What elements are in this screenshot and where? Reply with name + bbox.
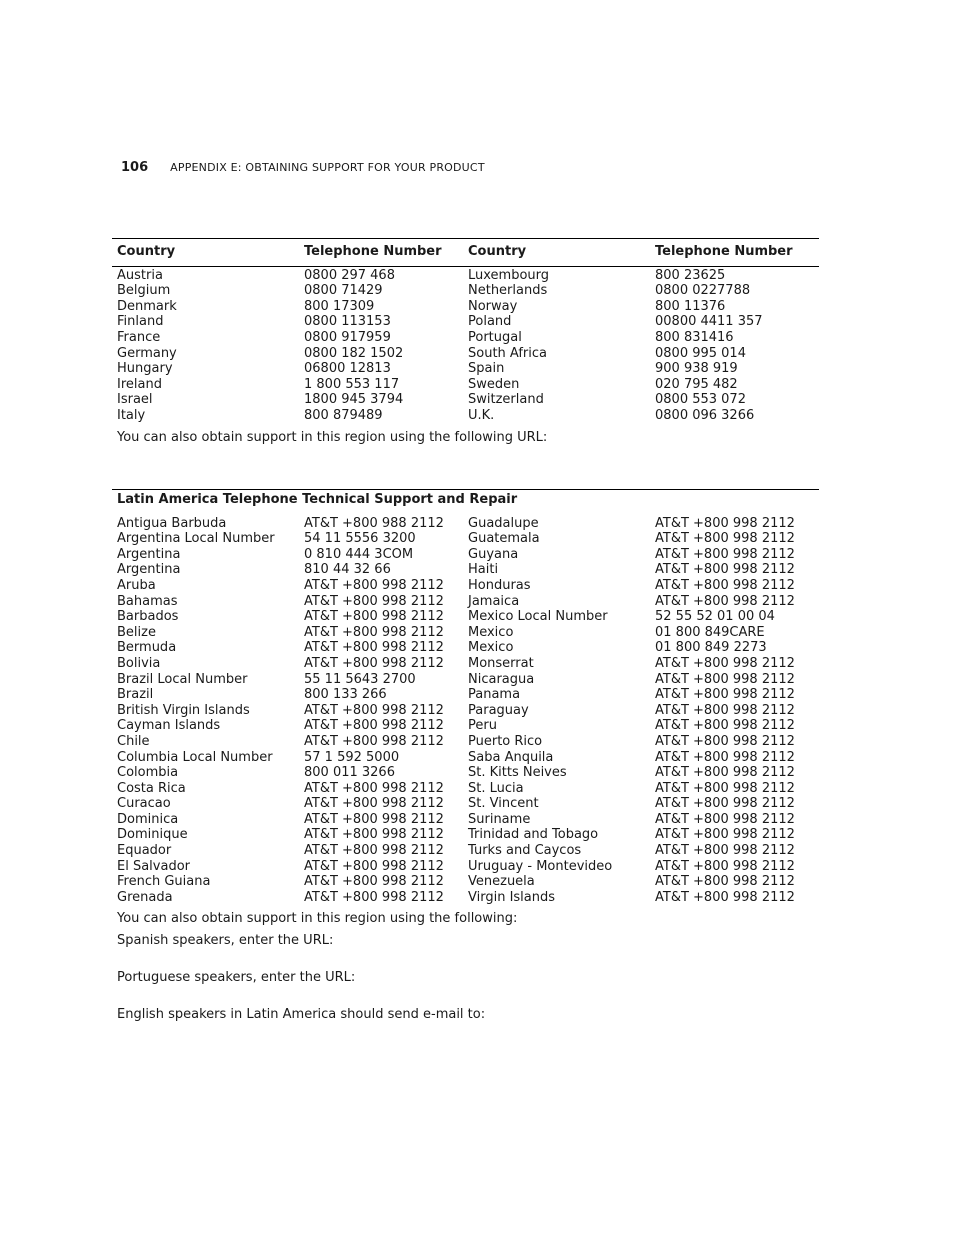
country-cell: Nicaragua [468, 671, 535, 687]
telephone-number-cell: 0800 917959 [304, 329, 391, 345]
telephone-number-cell: AT&T +800 998 2112 [655, 687, 795, 703]
telephone-number-cell: 800 133 266 [304, 687, 387, 703]
latam-table-body [112, 516, 819, 906]
telephone-number-cell: 57 1 592 5000 [304, 749, 400, 765]
table-row [112, 361, 819, 377]
telephone-number-cell: 0800 553 072 [655, 392, 746, 408]
country-cell: Italy [117, 407, 146, 423]
telephone-number-cell: 0800 995 014 [655, 345, 746, 361]
table-row [112, 299, 819, 315]
country-cell: Guatemala [468, 531, 540, 547]
table-row [112, 750, 819, 766]
telephone-number-cell: AT&T +800 998 2112 [655, 718, 795, 734]
table-row [112, 890, 819, 906]
telephone-number-cell: AT&T +800 998 2112 [304, 640, 444, 656]
telephone-number-cell: AT&T +800 998 2112 [655, 749, 795, 765]
country-cell: Poland [468, 314, 512, 330]
country-cell: Denmark [117, 298, 177, 314]
telephone-number-cell: AT&T +800 998 2112 [304, 843, 444, 859]
country-cell: Luxembourg [468, 267, 550, 283]
running-title: APPENDIX E: OBTAINING SUPPORT FOR YOUR PRODUCT [170, 161, 485, 174]
column-header: Country [463, 239, 650, 267]
country-cell: Switzerland [468, 392, 544, 408]
telephone-number-cell: AT&T +800 998 2112 [655, 780, 795, 796]
table-row [112, 812, 819, 828]
telephone-number-cell: AT&T +800 998 2112 [655, 562, 795, 578]
telephone-number-cell: AT&T +800 998 2112 [655, 515, 795, 531]
table-header-row [112, 490, 819, 516]
country-cell: Columbia Local Number [117, 749, 273, 765]
country-cell: Sweden [468, 376, 520, 392]
table-header-row [112, 239, 819, 267]
telephone-number-cell: 800 011 3266 [304, 765, 395, 781]
country-cell: U.K. [468, 407, 495, 423]
country-cell: Belgium [117, 283, 171, 299]
country-cell: Equador [117, 843, 172, 859]
country-cell: Finland [117, 314, 164, 330]
telephone-number-cell: AT&T +800 998 2112 [655, 733, 795, 749]
telephone-number-cell: 0800 113153 [304, 314, 391, 330]
telephone-number-cell: AT&T +800 998 2112 [304, 733, 444, 749]
telephone-number-cell: AT&T +800 998 2112 [655, 796, 795, 812]
telephone-number-cell: 800 879489 [304, 407, 383, 423]
country-cell: Curacao [117, 796, 171, 812]
telephone-number-cell: AT&T +800 998 2112 [304, 796, 444, 812]
table-row [112, 594, 819, 610]
telephone-number-cell: AT&T +800 998 2112 [304, 858, 444, 874]
country-cell: Costa Rica [117, 780, 186, 796]
column-header: Country [112, 239, 299, 267]
telephone-number-cell: 020 795 482 [655, 376, 738, 392]
table-row [112, 516, 819, 532]
telephone-number-cell: AT&T +800 998 2112 [655, 874, 795, 890]
country-cell: Mexico [468, 624, 514, 640]
country-cell: Germany [117, 345, 177, 361]
country-cell: Chile [117, 733, 150, 749]
table-row [112, 578, 819, 594]
country-cell: Dominique [117, 827, 188, 843]
table-row [112, 377, 819, 393]
telephone-number-cell: AT&T +800 998 2112 [655, 765, 795, 781]
country-cell: France [117, 329, 161, 345]
country-cell: El Salvador [117, 858, 190, 874]
telephone-number-cell: 0800 297 468 [304, 267, 395, 283]
telephone-number-cell: AT&T +800 998 2112 [304, 577, 444, 593]
country-cell: British Virgin Islands [117, 702, 250, 718]
table-row [112, 547, 819, 563]
table-row [112, 781, 819, 797]
europe-support-table [112, 238, 819, 424]
telephone-number-cell: AT&T +800 998 2112 [655, 858, 795, 874]
country-cell: Peru [468, 718, 497, 734]
country-cell: French Guiana [117, 874, 211, 890]
table-row [112, 330, 819, 346]
country-cell: Honduras [468, 577, 531, 593]
country-cell: Guadalupe [468, 515, 539, 531]
table-row [112, 562, 819, 578]
country-cell: Argentina Local Number [117, 531, 275, 547]
telephone-number-cell: 0 810 444 3COM [304, 546, 414, 562]
page-number: 106 [121, 160, 149, 175]
table-row [112, 843, 819, 859]
telephone-number-cell: 900 938 919 [655, 361, 738, 377]
spanish-speakers-note: Spanish speakers, enter the URL: [117, 933, 334, 948]
table-row [112, 687, 819, 703]
telephone-number-cell: AT&T +800 998 2112 [655, 671, 795, 687]
country-cell: Barbados [117, 609, 179, 625]
telephone-number-cell: 0800 182 1502 [304, 345, 404, 361]
telephone-number-cell: 06800 12813 [304, 361, 391, 377]
country-cell: Paraguay [468, 702, 529, 718]
telephone-number-cell: AT&T +800 998 2112 [655, 655, 795, 671]
telephone-number-cell: 0800 0227788 [655, 283, 751, 299]
table-row [112, 392, 819, 408]
latam-support-note: You can also obtain support in this region using the following: [117, 911, 518, 926]
table-row [112, 625, 819, 641]
country-cell: Saba Anquila [468, 749, 554, 765]
table-row [112, 640, 819, 656]
country-cell: Grenada [117, 889, 173, 905]
telephone-number-cell: 0800 096 3266 [655, 407, 755, 423]
telephone-number-cell: AT&T +800 998 2112 [304, 780, 444, 796]
country-cell: Virgin Islands [468, 889, 556, 905]
country-cell: St. Vincent [468, 796, 539, 812]
country-cell: Venezuela [468, 874, 535, 890]
table-row [112, 408, 819, 424]
telephone-number-cell: 1800 945 3794 [304, 392, 404, 408]
country-cell: Bahamas [117, 593, 178, 609]
telephone-number-cell: AT&T +800 998 2112 [304, 609, 444, 625]
country-cell: Suriname [468, 811, 531, 827]
country-cell: St. Kitts Neives [468, 765, 567, 781]
table-row [112, 283, 819, 299]
country-cell: Portugal [468, 329, 522, 345]
telephone-number-cell: AT&T +800 998 2112 [304, 655, 444, 671]
table-row [112, 531, 819, 547]
country-cell: Norway [468, 298, 518, 314]
page-header [121, 160, 485, 175]
country-cell: Turks and Caycos [468, 843, 582, 859]
table-row [112, 703, 819, 719]
table-row [112, 672, 819, 688]
country-cell: Brazil Local Number [117, 671, 248, 687]
telephone-number-cell: AT&T +800 998 2112 [655, 702, 795, 718]
country-cell: Argentina [117, 562, 181, 578]
table-row [112, 266, 819, 283]
table-row [112, 765, 819, 781]
latam-support-table [112, 489, 819, 905]
telephone-number-cell: AT&T +800 998 2112 [655, 811, 795, 827]
telephone-number-cell: AT&T +800 998 2112 [655, 889, 795, 905]
country-cell: Netherlands [468, 283, 548, 299]
column-header: Telephone Number [650, 239, 819, 267]
table-row [112, 734, 819, 750]
europe-url-note: You can also obtain support in this region using the following URL: [117, 430, 548, 445]
telephone-number-cell: AT&T +800 998 2112 [304, 593, 444, 609]
country-cell: Israel [117, 392, 153, 408]
country-cell: Hungary [117, 361, 173, 377]
telephone-number-cell: 55 11 5643 2700 [304, 671, 416, 687]
english-speakers-note: English speakers in Latin America should send e-mail to: [117, 1007, 486, 1022]
country-cell: Antigua Barbuda [117, 515, 227, 531]
telephone-number-cell: AT&T +800 998 2112 [655, 843, 795, 859]
country-cell: Brazil [117, 687, 154, 703]
country-cell: Spain [468, 361, 505, 377]
telephone-number-cell: AT&T +800 998 2112 [655, 577, 795, 593]
telephone-number-cell: 01 800 849 2273 [655, 640, 767, 656]
table-row [112, 796, 819, 812]
telephone-number-cell: 52 55 52 01 00 04 [655, 609, 775, 625]
telephone-number-cell: AT&T +800 998 2112 [655, 827, 795, 843]
country-cell: Bermuda [117, 640, 177, 656]
country-cell: Colombia [117, 765, 179, 781]
country-cell: Trinidad and Tobago [468, 827, 599, 843]
table-row [112, 656, 819, 672]
country-cell: Guyana [468, 546, 519, 562]
table-row [112, 859, 819, 875]
telephone-number-cell: AT&T +800 998 2112 [304, 624, 444, 640]
telephone-number-cell: 54 11 5556 3200 [304, 531, 416, 547]
column-header: Telephone Number [299, 239, 463, 267]
telephone-number-cell: 00800 4411 357 [655, 314, 763, 330]
telephone-number-cell: AT&T +800 998 2112 [304, 889, 444, 905]
telephone-number-cell: AT&T +800 998 2112 [304, 702, 444, 718]
country-cell: Aruba [117, 577, 156, 593]
country-cell: Ireland [117, 376, 162, 392]
telephone-number-cell: 800 831416 [655, 329, 734, 345]
country-cell: Argentina [117, 546, 181, 562]
europe-table-body [112, 266, 819, 423]
telephone-number-cell: AT&T +800 998 2112 [304, 874, 444, 890]
country-cell: Jamaica [468, 593, 520, 609]
telephone-number-cell: AT&T +800 998 2112 [304, 718, 444, 734]
latam-table-heading: Latin America Telephone Technical Support and Repair [117, 492, 518, 507]
country-cell: Monserrat [468, 655, 534, 671]
country-cell: Dominica [117, 811, 179, 827]
telephone-number-cell: 1 800 553 117 [304, 376, 400, 392]
telephone-number-cell: 800 17309 [304, 298, 375, 314]
table-row [112, 609, 819, 625]
country-cell: Uruguay - Montevideo [468, 858, 613, 874]
table-row [112, 346, 819, 362]
telephone-number-cell: AT&T +800 998 2112 [655, 531, 795, 547]
country-cell: Cayman Islands [117, 718, 221, 734]
portuguese-speakers-note: Portuguese speakers, enter the URL: [117, 970, 356, 985]
telephone-number-cell: 800 11376 [655, 298, 726, 314]
country-cell: Bolivia [117, 655, 161, 671]
table-row [112, 718, 819, 734]
telephone-number-cell: 0800 71429 [304, 283, 383, 299]
telephone-number-cell: 810 44 32 66 [304, 562, 391, 578]
country-cell: St. Lucia [468, 780, 524, 796]
table-row [112, 874, 819, 890]
country-cell: Haiti [468, 562, 499, 578]
country-cell: Belize [117, 624, 156, 640]
country-cell: Panama [468, 687, 521, 703]
telephone-number-cell: 01 800 849CARE [655, 624, 765, 640]
country-cell: Mexico [468, 640, 514, 656]
telephone-number-cell: AT&T +800 998 2112 [655, 593, 795, 609]
country-cell: Puerto Rico [468, 733, 543, 749]
telephone-number-cell: AT&T +800 998 2112 [304, 827, 444, 843]
table-row [112, 827, 819, 843]
telephone-number-cell: AT&T +800 988 2112 [304, 515, 444, 531]
country-cell: South Africa [468, 345, 547, 361]
telephone-number-cell: AT&T +800 998 2112 [304, 811, 444, 827]
table-row [112, 314, 819, 330]
country-cell: Mexico Local Number [468, 609, 608, 625]
country-cell: Austria [117, 267, 163, 283]
telephone-number-cell: AT&T +800 998 2112 [655, 546, 795, 562]
telephone-number-cell: 800 23625 [655, 267, 726, 283]
